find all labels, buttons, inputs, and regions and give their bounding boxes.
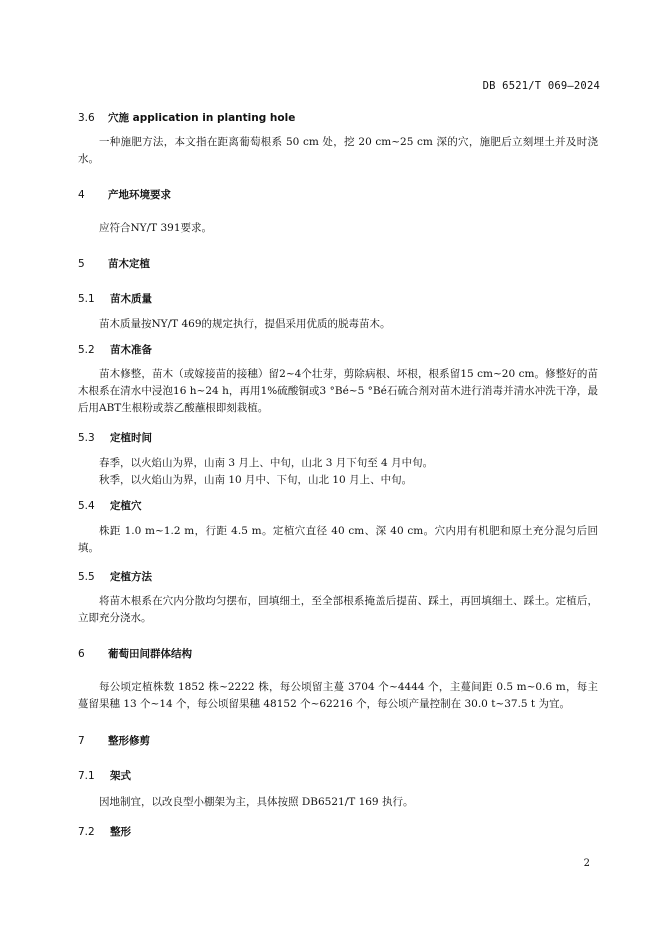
section-heading: [78, 110, 598, 125]
paragraph: 苗木质量按NY/T 469的规定执行，提倡采用优质的脱毒苗木。: [99, 318, 391, 330]
section-5-3: [78, 430, 598, 445]
section-heading: [78, 824, 598, 839]
section-number: 5.2: [78, 344, 95, 356]
section-heading: [78, 291, 598, 306]
section-number: 5.4: [78, 500, 95, 512]
section-5-2-body: [78, 366, 598, 417]
section-5-2: [78, 342, 598, 357]
section-number: 7: [78, 735, 85, 747]
section-title: 苗木质量: [110, 293, 152, 305]
section-heading: [78, 256, 598, 271]
section-heading: [78, 342, 598, 357]
paragraph: 应符合NY/T 391要求。: [99, 222, 213, 234]
document-code-header: DB 6521/T 069—2024: [482, 80, 600, 92]
section-3-6-body: [78, 134, 598, 168]
section-title: 整形: [110, 826, 131, 838]
section-number: 3.6: [78, 112, 95, 124]
section-number: 6: [78, 648, 85, 660]
section-heading: [78, 646, 598, 661]
paragraph: 将苗木根系在穴内分散均匀摆布，回填细土，至全部根系掩盖后提苗、踩土，再回填细土、踩土。定植后，立即充分浇水。: [78, 595, 598, 624]
section-5-1-body: [78, 316, 598, 333]
section-title: 整形修剪: [108, 735, 150, 747]
section-5-3-body: [78, 455, 598, 489]
section-7-1: [78, 768, 598, 783]
paragraph: 苗木修整，苗木（或嫁接苗的接穗）留2~4个壮芽，剪除病根、坏根，根系留15 cm~20 cm。修整好的苗木根系在清水中浸泡16 h~24 h，再用1%硫酸铜或3 °Bé~5 °Bé石硫合剂对苗木进行消毒并清水冲洗干净，最后用ABT生根粉或萘乙酸蘸根即刻栽植。: [78, 368, 598, 414]
section-heading: [78, 430, 598, 445]
section-7: [78, 733, 598, 748]
section-title: 穴施 application in planting hole: [108, 112, 296, 124]
paragraph: 春季，以火焰山为界，山南 3 月上、中旬，山北 3 月下旬至 4 月中旬。: [99, 457, 434, 469]
page-number: 2: [583, 858, 590, 869]
section-number: 5: [78, 258, 85, 270]
section-3-6: [78, 110, 598, 125]
section-7-1-body: [78, 794, 598, 811]
section-title: 架式: [110, 770, 131, 782]
section-4: [78, 187, 598, 202]
section-title: 定植时间: [110, 432, 152, 444]
section-5-5-body: [78, 593, 598, 627]
section-heading: [78, 768, 598, 783]
section-number: 5.3: [78, 432, 95, 444]
section-5-1: [78, 291, 598, 306]
section-5-4: [78, 498, 598, 513]
section-heading: [78, 569, 598, 584]
paragraph: 株距 1.0 m~1.2 m，行距 4.5 m。定植穴直径 40 cm、深 40 cm。穴内用有机肥和原土充分混匀后回填。: [78, 525, 598, 554]
section-title: 苗木准备: [110, 344, 152, 356]
section-title: 定植方法: [110, 571, 152, 583]
section-number: 4: [78, 189, 85, 201]
section-title: 苗木定植: [108, 258, 150, 270]
section-5-5: [78, 569, 598, 584]
section-number: 7.2: [78, 826, 95, 838]
paragraph: 一种施肥方法，本文指在距离葡萄根系 50 cm 处，挖 20 cm~25 cm 深的穴，施肥后立刻埋土并及时浇水。: [78, 136, 598, 165]
section-5: [78, 256, 598, 271]
section-heading: [78, 498, 598, 513]
section-title: 葡萄田间群体结构: [108, 648, 192, 660]
section-6: [78, 646, 598, 661]
section-6-body: [78, 679, 598, 713]
paragraph: 秋季，以火焰山为界，山南 10 月中、下旬，山北 10 月上、中旬。: [99, 474, 413, 486]
paragraph: 因地制宜，以改良型小棚架为主，具体按照 DB6521/T 169 执行。: [99, 796, 414, 808]
section-number: 5.5: [78, 571, 95, 583]
section-title: 产地环境要求: [108, 189, 171, 201]
section-7-2: [78, 824, 598, 839]
section-4-body: [78, 220, 598, 237]
section-number: 7.1: [78, 770, 95, 782]
section-title: 定植穴: [110, 500, 142, 512]
section-heading: [78, 733, 598, 748]
paragraph: 每公顷定植株数 1852 株~2222 株，每公顷留主蔓 3704 个~4444 个，主蔓间距 0.5 m~0.6 m，每主蔓留果穗 13 个~14 个，每公顷留果穗 48152 个~62216 个，每公顷产量控制在 30.0 t~37.5 t 为宜。: [78, 681, 598, 710]
section-heading: [78, 187, 598, 202]
section-5-4-body: [78, 523, 598, 557]
section-number: 5.1: [78, 293, 95, 305]
